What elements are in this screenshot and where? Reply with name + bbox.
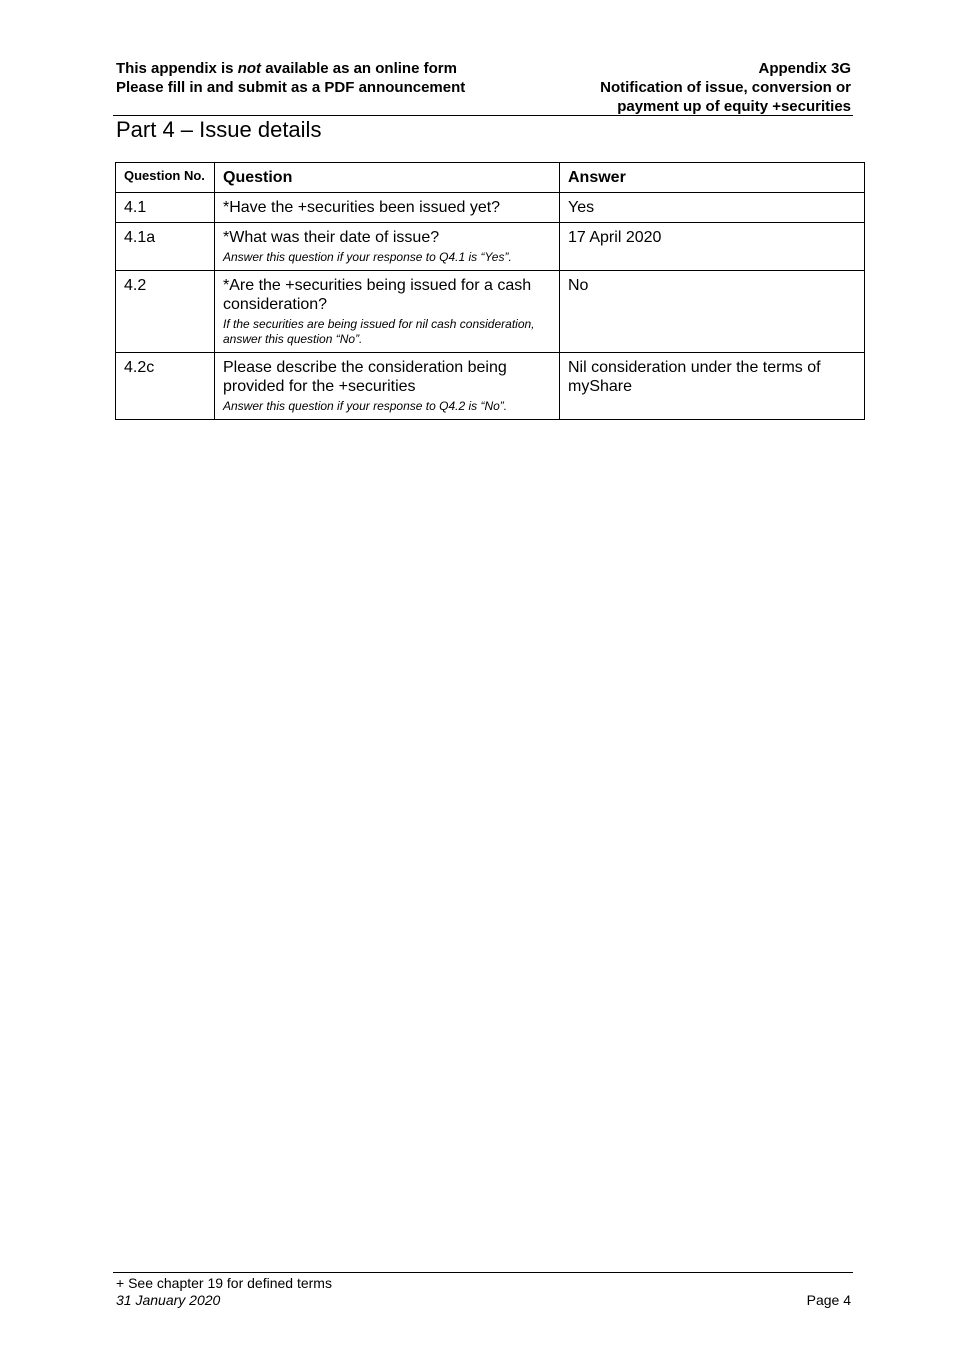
header-question-no: Question No.: [116, 163, 215, 193]
header-left-line1: [116, 59, 465, 78]
header-question: Question: [215, 163, 560, 193]
question-text: Please describe the consideration being provided for the +securities: [223, 359, 507, 395]
header-left: [116, 59, 465, 97]
question-cell: [215, 223, 560, 271]
question-no: 4.1: [116, 193, 215, 223]
part-title: Part 4 – Issue details: [116, 117, 322, 142]
appendix-subtitle-line1: Notification of issue, conversion or: [600, 79, 851, 96]
header-answer: Answer: [560, 163, 865, 193]
table-row: [116, 193, 865, 223]
header-left-line2: Please fill in and submit as a PDF announcement: [116, 79, 466, 96]
table-row: [116, 271, 865, 353]
question-no: 4.2c: [116, 353, 215, 420]
question-no: 4.2: [116, 271, 215, 353]
header-left-line1-post: available as an online form: [261, 60, 457, 77]
question-no: 4.1a: [116, 223, 215, 271]
footer-divider: [113, 1272, 853, 1273]
question-note: Answer this question if your response to Q4.1 is “Yes”.: [223, 250, 512, 264]
answer-cell: Yes: [560, 193, 865, 223]
question-text: *What was their date of issue?: [223, 229, 440, 246]
page-number: Page 4: [806, 1292, 851, 1308]
table-header-row: [116, 163, 865, 193]
header-right: [600, 59, 851, 116]
header-divider: [113, 115, 853, 116]
question-cell: [215, 353, 560, 420]
answer-cell: 17 April 2020: [560, 223, 865, 271]
question-note: Answer this question if your response to Q4.2 is “No”.: [223, 399, 508, 413]
question-text: *Are the +securities being issued for a cash consideration?: [223, 277, 532, 313]
appendix-subtitle-line2: payment up of equity +securities: [617, 98, 851, 115]
footer-date: 31 January 2020: [116, 1292, 221, 1308]
table-row: [116, 223, 865, 271]
header-left-line1-emphasis: not: [237, 60, 262, 77]
header-left-line1-pre: This appendix is: [116, 60, 238, 77]
question-text: *Have the +securities been issued yet?: [223, 199, 501, 216]
question-cell: [215, 193, 560, 223]
issue-details-table: [115, 162, 865, 420]
appendix-title: Appendix 3G: [758, 60, 851, 77]
answer-cell: Nil consideration under the terms of myShare: [560, 353, 865, 420]
footer-defined-terms: + See chapter 19 for defined terms: [116, 1275, 332, 1291]
table-row: [116, 353, 865, 420]
answer-cell: No: [560, 271, 865, 353]
question-note: If the securities are being issued for nil cash consideration, answer this question “No”.: [223, 317, 535, 346]
question-cell: [215, 271, 560, 353]
